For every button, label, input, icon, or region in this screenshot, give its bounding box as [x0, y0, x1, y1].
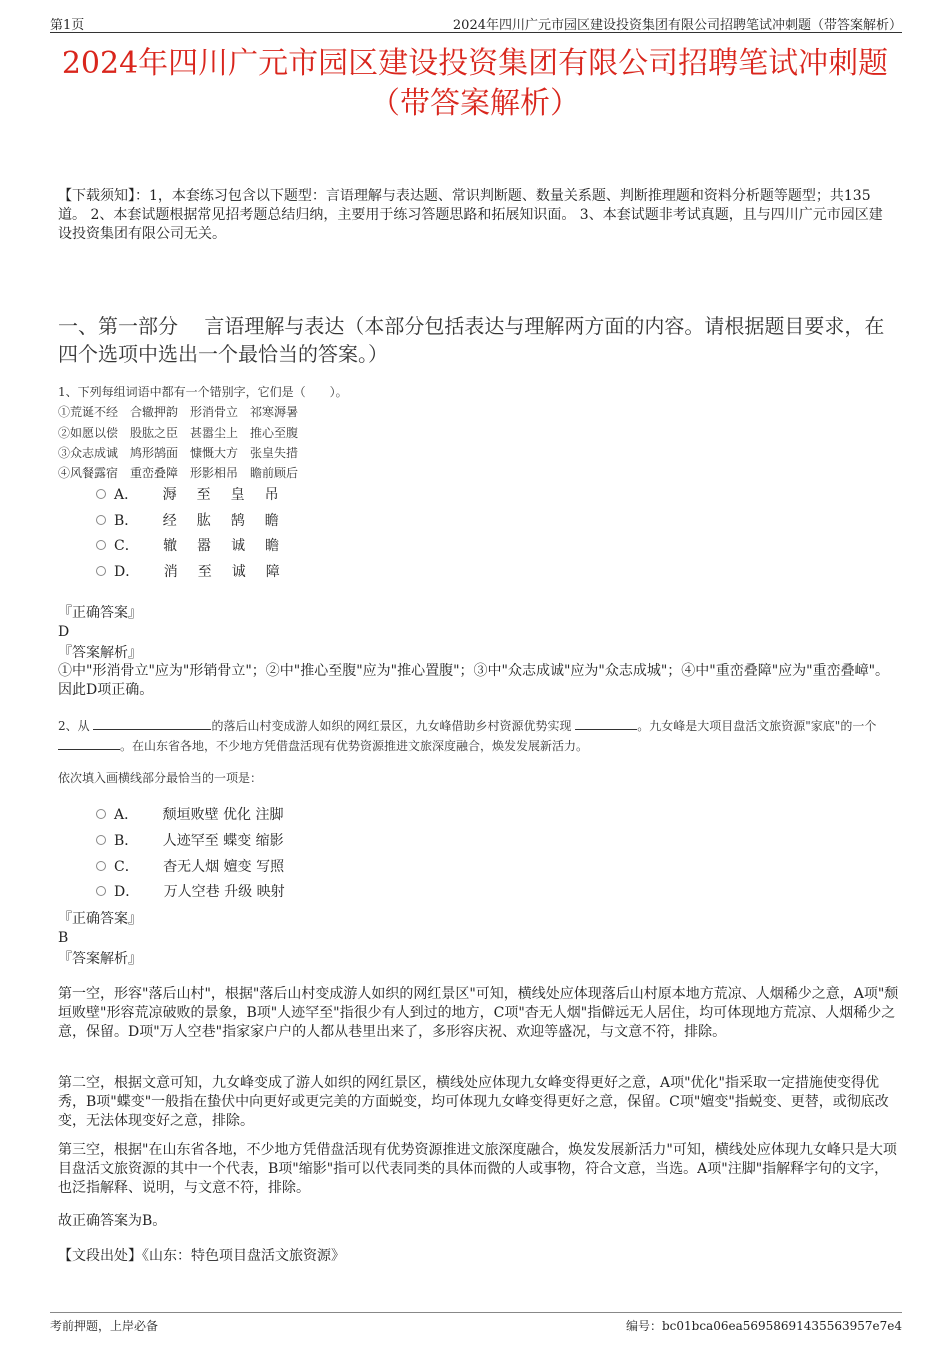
page-footer	[50, 1312, 902, 1333]
option-char: 至	[197, 564, 212, 580]
radio-icon[interactable]	[96, 540, 106, 550]
option-text: 人迹罕至 蝶变 缩影	[162, 833, 284, 849]
q1-option-a[interactable]	[96, 485, 279, 505]
q2-analysis-para-1: 第一空，形容"落后山村"，根据"落后山村变成游人如织的网红景区"可知，横线处应体现落后山村原本地方荒凉、人烟稀少之意，A项"颓垣败壁"形容荒凉破败的景象，B项"人迹罕至"指很少有人到过的地方，C项"杳无人烟"指僻远无人居住，均可体现地方荒凉、人烟稀少之意，保留。D项"万人空巷"指家家户户的人都从巷里出来了，多形容庆祝、欢迎等盛况，与文意不符，排除。	[58, 986, 899, 1040]
q2-option-b[interactable]	[96, 831, 284, 851]
q2-prompt: 依次填入画横线部分最恰当的一项是：	[58, 771, 263, 785]
radio-icon[interactable]	[96, 835, 106, 845]
q1-line-1: ①荒诞不经 合辙押韵 形消骨立 祁寒溽暑	[58, 405, 299, 419]
stem-text: 的落后山村变成游人如织的网红景区，九女峰借助乡村资源优势实现	[211, 719, 576, 733]
q2-source: 【文段出处】《山东：特色项目盘活文旅资源》	[58, 1248, 345, 1264]
q2-analysis-para-2: 第二空，根据文意可知，九女峰变成了游人如织的网红景区，横线处应体现九女峰变得更好之意，A项"优化"指采取一定措施使变得优秀，B项"蝶变"一般指在蛰伏中向更好或更完美的方面蜕变，均可体现九女峰变得更好之意，保留。C项"嬗变"指蜕变、更替，或彻底改变，无法体现变好之意，排除。	[58, 1075, 889, 1129]
q1-option-c[interactable]	[96, 536, 279, 556]
q1-line-4: ④风餐露宿 重峦叠障 形影相吊 瞻前顾后	[58, 466, 299, 480]
option-char: 吊	[264, 487, 279, 503]
option-label: C．	[114, 859, 139, 875]
radio-icon[interactable]	[96, 886, 106, 896]
option-char: 诚	[231, 564, 246, 580]
option-char: 障	[265, 564, 280, 580]
title-line-1: 2024年四川广元市园区建设投资集团有限公司招聘笔试冲刺题	[61, 46, 889, 81]
option-text: 杳无人烟 嬗变 写照	[163, 859, 285, 875]
footer-serial: 编号：bc01bca06ea5695869143556395​7e7e4	[625, 1319, 902, 1333]
q2-answer-label: 『正确答案』	[58, 911, 142, 927]
download-notice: 【下载须知】：1，本套练习包含以下题型：言语理解与表达题、常识判断题、数量关系题、判断推理题和资料分析题等题型；共135道。 2、本套试题根据常见招考题总结归纳，主要用于练习答题思路和拓展知识面。 3、本套试题非考试真题，且与四川广元市园区建设投资集团有限公司无关。	[58, 188, 883, 242]
option-char: 皇	[230, 487, 245, 503]
option-char: 消	[163, 564, 178, 580]
radio-icon[interactable]	[96, 489, 106, 499]
q1-answer-label: 『正确答案』	[58, 605, 142, 621]
q2-option-d[interactable]	[96, 882, 285, 902]
option-char: 嚣	[197, 538, 212, 554]
q2-answer: B	[58, 930, 69, 946]
blank-2	[575, 717, 637, 730]
option-label: A．	[114, 487, 139, 503]
radio-icon[interactable]	[96, 809, 106, 819]
header-doc-title: 2024年四川广元市园区建设投资集团有限公司招聘笔试冲刺题（带答案解析）	[452, 18, 902, 33]
option-text: 万人空巷 升级 映射	[163, 884, 285, 900]
option-char: 鹄	[230, 513, 245, 529]
q1-analysis: ①中"形消骨立"应为"形销骨立"；②中"推心至腹"应为"推心置腹"；③中"众志成诚"应为"众志成城"；④中"重峦叠障"应为"重峦叠嶂"。因此D项正确。	[58, 663, 890, 698]
option-label: C．	[114, 538, 139, 554]
option-char: 辙	[163, 538, 178, 554]
q1-answer: D	[58, 624, 70, 640]
stem-text: 。在山东省各地，不少地方凭借盘活现有优势资源推进文旅深度融合，焕发发展新活力。	[120, 739, 589, 753]
option-label: B．	[114, 833, 139, 849]
q2-stem	[58, 716, 900, 756]
q1-analysis-label: 『答案解析』	[58, 645, 142, 661]
option-char: 经	[162, 513, 177, 529]
radio-icon[interactable]	[96, 566, 106, 576]
section-heading: 一、第一部分 言语理解与表达（本部分包括表达与理解两方面的内容。请根据题目要求，在四个选项中选出一个最恰当的答案。）	[58, 314, 885, 366]
option-char: 诚	[231, 538, 246, 554]
radio-icon[interactable]	[96, 861, 106, 871]
q2-analysis-label: 『答案解析』	[58, 951, 142, 967]
stem-text: 2、从	[58, 719, 94, 733]
option-char: 瞻	[265, 538, 280, 554]
option-text: 颓垣败壁 优化 注脚	[162, 807, 284, 823]
footer-slogan: 考前押题，上岸必备	[50, 1319, 159, 1333]
q2-option-a[interactable]	[96, 805, 283, 825]
q1-line-3: ③众志成诚 鸠形鹄面 慷慨大方 张皇失措	[58, 446, 299, 460]
page-number: 第1页	[50, 18, 85, 33]
q2-option-c[interactable]	[96, 857, 284, 877]
option-char: 肱	[196, 513, 211, 529]
q1-stem: 1、下列每组词语中都有一个错别字，它们是（ ）。	[58, 385, 348, 399]
page-header	[50, 12, 902, 33]
q2-conclusion: 故正确答案为B。	[58, 1213, 167, 1229]
option-label: D．	[114, 884, 140, 900]
q2-analysis-para-3: 第三空，根据"在山东省各地，不少地方凭借盘活现有优势资源推进文旅深度融合，焕发发展新活力"可知，横线处应体现九女峰只是大项目盘活文旅资源的其中一个代表，B项"缩影"指可以代表同类的具体而微的人或事物，符合文意，当选。A项"注脚"指解释字句的文字，也泛指解释、说明，与文意不符，排除。	[58, 1142, 897, 1196]
stem-text: 。九女峰是大项目盘活文旅资源"家底"的一个	[637, 719, 877, 733]
title-line-2: （带答案解析）	[370, 86, 580, 121]
option-label: A．	[114, 807, 139, 823]
blank-1	[93, 717, 211, 730]
radio-icon[interactable]	[96, 515, 106, 525]
q1-option-b[interactable]	[96, 511, 279, 531]
option-char: 至	[196, 487, 211, 503]
option-char: 瞻	[264, 513, 279, 529]
q1-option-d[interactable]	[96, 562, 280, 582]
option-char: 溽	[162, 487, 177, 503]
blank-3	[58, 737, 120, 750]
option-label: B．	[114, 513, 139, 529]
q1-line-2: ②如愿以偿 股肱之臣 甚嚣尘上 推心至腹	[58, 426, 299, 440]
option-label: D．	[114, 564, 140, 580]
document-title	[40, 44, 910, 124]
